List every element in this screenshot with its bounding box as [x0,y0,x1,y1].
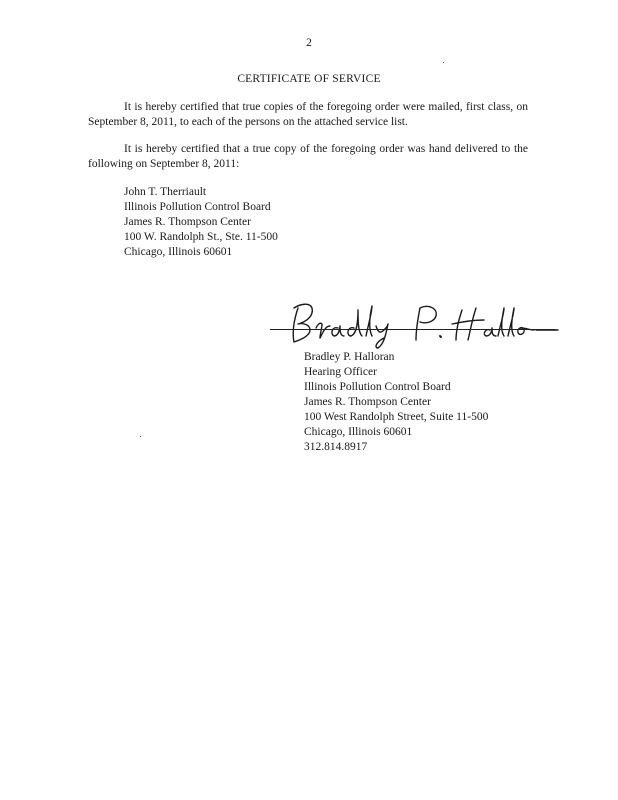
signer-organization: Illinois Pollution Control Board [304,381,451,393]
recipient-city: Chicago, Illinois 60601 [124,246,233,258]
signer-street: 100 West Randolph Street, Suite 11-500 [304,411,489,423]
signer-block [304,350,488,455]
hand-delivery-certification-paragraph: It is hereby certified that a true copy of the foregoing order was hand delivered to the following on September 8, 2011: [88,143,528,170]
recipient-name: John T. Therriault [124,186,207,198]
signer-building: James R. Thompson Center [304,396,431,408]
recipient-address-block [124,185,278,260]
document-title: CERTIFICATE OF SERVICE [237,73,381,85]
mailing-certification-paragraph: It is hereby certified that true copies of the foregoing order were mailed, first class, on September 8, 2011, to each of the persons on the attached service list. [88,101,528,128]
recipient-organization: Illinois Pollution Control Board [124,201,271,213]
signer-title: Hearing Officer [304,366,377,378]
scan-speck [140,436,141,437]
recipient-street: 100 W. Randolph St., Ste. 11-500 [124,231,278,243]
signature-line [270,329,556,330]
signer-name: Bradley P. Halloran [304,351,395,363]
signer-phone: 312.814.8917 [304,441,368,453]
scan-speck [443,62,444,63]
page-number: 2 [306,37,312,49]
handwritten-signature [280,290,560,350]
signer-city: Chicago, Illinois 60601 [304,426,413,438]
recipient-building: James R. Thompson Center [124,216,251,228]
